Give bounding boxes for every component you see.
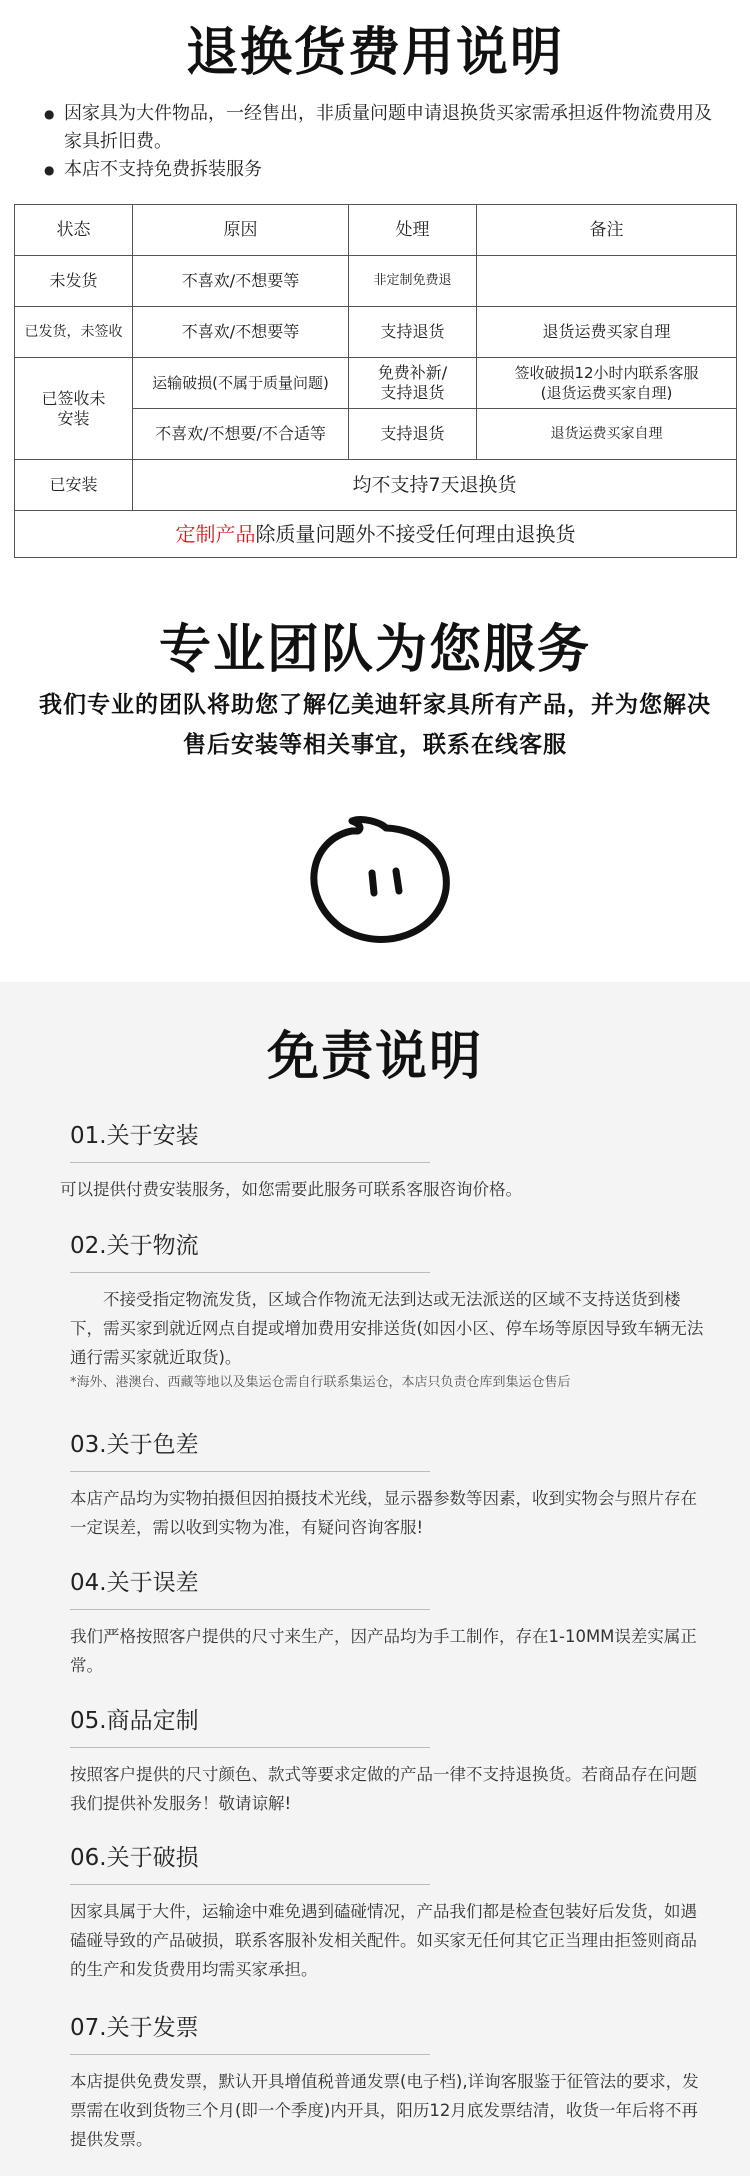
cell-handling: 非定制免费退 — [349, 256, 477, 307]
table-row — [15, 460, 737, 511]
header-status: 状态 — [15, 205, 133, 256]
team-service-title: 专业团队为您服务 — [158, 620, 591, 680]
table-row — [15, 358, 737, 409]
return-fees-section — [0, 0, 750, 575]
item-body: 本店产品均为实物拍摄但因拍摄技术光线，显示器参数等因素，收到实物会与照片存在一定误差，需以收到实物为准，有疑问咨询客服! — [70, 1489, 697, 1537]
disclaimer-item-logistics — [70, 1230, 710, 1394]
disclaimer-item-custom — [70, 1705, 710, 1818]
cell-note: 退货运费买家自理 — [477, 307, 737, 358]
custom-product-notice — [15, 511, 737, 558]
item-title: 03.关于色差 — [70, 1432, 199, 1458]
disclaimer-title: 免责说明 — [266, 1027, 483, 1087]
item-body: 可以提供付费安装服务，如您需要此服务可联系客服咨询价格。 — [60, 1180, 522, 1199]
team-text-line2: 售后安装等相关事宜，联系在线客服 — [183, 732, 567, 758]
disclaimer-item-invoice — [70, 2012, 710, 2154]
disclaimer-item-install — [60, 1120, 710, 1204]
cell-handling — [349, 358, 477, 409]
header-note: 备注 — [477, 205, 737, 256]
item-title: 01.关于安装 — [70, 1123, 199, 1149]
custom-product-text: 除质量问题外不接受任何理由退换货 — [255, 522, 576, 546]
item-body: 我们严格按照客户提供的尺寸来生产，因产品均为手工制作，存在1-10MM误差实属正常。 — [70, 1627, 697, 1675]
cell-reason: 不喜欢/不想要/不合适等 — [133, 409, 349, 460]
chat-bubble-icon — [300, 815, 450, 950]
status-signed-uninstalled: 已签收未安装 — [41, 388, 106, 428]
handling-text: 免费补新/支持退货 — [377, 363, 448, 402]
disclaimer-section — [0, 982, 750, 2176]
item-divider — [70, 1162, 430, 1163]
item-title: 06.关于破损 — [70, 1845, 199, 1871]
header-handling: 处理 — [349, 205, 477, 256]
item-divider — [70, 1471, 430, 1472]
table-row — [15, 307, 737, 358]
bullet-shipping-cost: ● 因家具为大件物品，一经售出，非质量问题申请退换货买家需承担返件物流费用及家具折旧费。 — [44, 100, 714, 156]
item-title: 05.商品定制 — [70, 1708, 199, 1734]
item-note: *海外、港澳台、西藏等地以及集运仓需自行联系集运仓，本店只负责仓库到集运仓售后 — [70, 1375, 571, 1390]
cell-note — [477, 256, 737, 307]
disclaimer-item-color — [70, 1429, 710, 1542]
cell-status: 已安装 — [15, 460, 133, 511]
table-row — [15, 511, 737, 558]
item-title: 02.关于物流 — [70, 1233, 199, 1259]
team-text-line1: 我们专业的团队将助您了解亿美迪轩家具所有产品，并为您解决 — [39, 692, 711, 718]
item-title: 07.关于发票 — [70, 2015, 199, 2041]
header-reason: 原因 — [133, 205, 349, 256]
disclaimer-item-tolerance — [70, 1567, 710, 1680]
item-divider — [70, 1272, 430, 1273]
item-body: 不接受指定物流发货，区域合作物流无法到达或无法派送的区域不支持送货到楼下，需买家到就近网点自提或增加费用安排送货(如因小区、停车场等原因导致车辆无法通行需买家就近取货)。 — [70, 1290, 704, 1367]
bullet-no-install: ● 本店不支持免费拆装服务 — [44, 156, 714, 184]
cell-status — [15, 358, 133, 460]
cell-reason: 运输破损(不属于质量问题) — [133, 358, 349, 409]
cell-reason: 不喜欢/不想要等 — [133, 307, 349, 358]
return-fees-title: 退换货费用说明 — [185, 23, 564, 83]
table-header-row — [15, 205, 737, 256]
item-divider — [70, 1747, 430, 1748]
item-body: 因家具属于大件，运输途中难免遇到磕碰情况，产品我们都是检查包装好后发货，如遇磕碰导致的产品破损，联系客服补发相关配件。如买家无任何其它正当理由拒签则商品的生产和发货费用均需买家承担。 — [70, 1902, 697, 1979]
cell-status: 已发货，未签收 — [15, 307, 133, 358]
team-service-section — [0, 575, 750, 982]
cell-handling: 支持退货 — [349, 307, 477, 358]
table-row — [15, 256, 737, 307]
item-body: 本店提供免费发票，默认开具增值税普通发票(电子档),详询客服鉴于征管法的要求，发票需在收到货物三个月(即一个季度)内开具，阳历12月底发票结清，收货一年后将不再提供发票。 — [70, 2072, 699, 2149]
item-divider — [70, 1884, 430, 1885]
item-title: 04.关于误差 — [70, 1570, 199, 1596]
item-divider — [70, 2054, 430, 2055]
return-fees-table — [14, 204, 737, 558]
item-divider — [70, 1609, 430, 1610]
cell-handling: 支持退货 — [349, 409, 477, 460]
return-fees-bullets — [44, 100, 714, 184]
item-body: 按照客户提供的尺寸颜色、款式等要求定做的产品一律不支持退换货。若商品存在问题我们提供补发服务！敬请谅解! — [70, 1765, 697, 1813]
cell-note — [477, 358, 737, 409]
note-text: 签收破损12小时内联系客服(退货运费买家自理) — [514, 364, 699, 402]
cell-installed-text: 均不支持7天退换货 — [133, 460, 737, 511]
custom-product-label: 定制产品 — [175, 522, 256, 546]
cell-reason: 不喜欢/不想要等 — [133, 256, 349, 307]
disclaimer-item-damage — [70, 1842, 710, 1984]
cell-status: 未发货 — [15, 256, 133, 307]
team-service-text — [8, 685, 742, 765]
cell-note: 退货运费买家自理 — [477, 409, 737, 460]
